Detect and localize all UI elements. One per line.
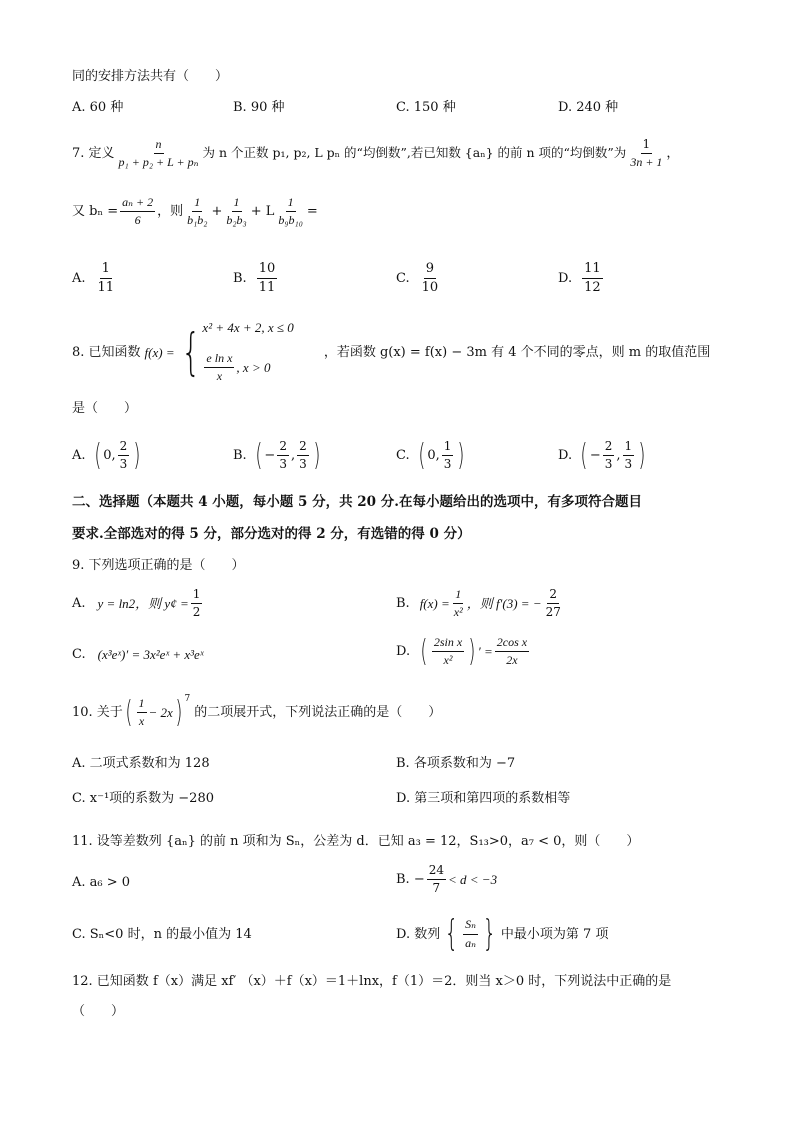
q7-def-denominator: p₁ + p₂ + L + pₙ (118, 155, 199, 170)
q8-case-2: $\frac{\text{e ln x}}{x}$ , x > 0 (206, 350, 271, 383)
q9-option-a: A. y = ln2，则 y¢ = $\frac{1}{2}$ (72, 587, 201, 620)
q6-option-d: D. 240 种 (558, 100, 619, 115)
q9-option-d: D. ( $\frac{\text{2sin x}}{\text{x²}}$ ) ′ = $\frac{\text{2cos x}}{2x}$ (396, 633, 528, 669)
q11-option-b: B. − $\frac{24}{7}$ < d < −3 (396, 863, 498, 896)
q7-option-b: B. $\frac{10}{11}$ (233, 261, 276, 296)
q8-fx: f(x) = (144, 344, 175, 360)
q12-stem-line2: （ ） (72, 1004, 125, 1019)
q7-bn-label: 又 bₙ = (72, 204, 119, 220)
q7-bn-denominator: 6 (134, 213, 141, 228)
q7-mean-denominator: 3n + 1 (630, 155, 663, 170)
q6-stem-tail: 同的安排方法共有（ ） (72, 69, 229, 84)
q7-bn-numerator: aₙ + 2 (120, 196, 155, 212)
q7-comma: ， (666, 146, 680, 162)
q8-option-b: B. ( − $\frac{2}{3}$ , $\frac{2}{3}$ ) (233, 437, 321, 473)
q11-option-d: D. 数列 { $\frac{\text{Sₙ}}{\text{aₙ}}$ } 中最小项为第 7 项 (396, 913, 609, 954)
q7-sum-term-last: $\frac{1}{\text{b₉b₁₀}}$ (278, 195, 303, 228)
q9-option-b: B. f(x) = $\frac{1}{\text{x²}}$ ，则 f′(3) = − $\frac{2}{27}$ (396, 587, 561, 620)
q6-option-c: C. 150 种 (396, 100, 456, 115)
section2-heading-line2: 要求.全部选对的得 5 分，部分选对的得 2 分，有选错的得 0 分） (72, 526, 471, 542)
q8-stem-rest: ，若函数 g(x) = f(x) − 3m 有 4 个不同的零点，则 m 的取值范围 (323, 344, 711, 360)
q7-mean-numerator: 1 (641, 138, 653, 154)
q10-option-a: A. 二项式系数和为 128 (72, 756, 210, 771)
q8-option-a: A. ( 0, $\frac{2}{3}$ ) (72, 437, 141, 473)
q7-option-a: A. $\frac{1}{11}$ (72, 261, 115, 296)
q11-stem: 11. 设等差数列 {aₙ} 的前 n 项和为 Sₙ，公差为 d．已知 a₃ = 12，S₁₃>0，a₇ < 0，则（ ） (72, 834, 640, 849)
q8-case-1: x² + 4x + 2, x ≤ 0 (202, 320, 294, 335)
q7-mean-fraction (628, 138, 664, 169)
q8-number: 8. 已知函数 (72, 344, 141, 360)
q8-option-c: C. ( 0, $\frac{1}{3}$ ) (396, 437, 465, 473)
q11-option-c: C. Sₙ<0 时，n 的最小值为 14 (72, 927, 252, 942)
q7-def-fraction (117, 138, 201, 169)
q7-sum-term-2: $\frac{1}{\text{b₂b₃}}$ (226, 195, 247, 228)
q9-option-c: C. (x³eˣ)′ = 3x²eˣ + x³eˣ (72, 647, 204, 662)
q7-def-numerator: n (154, 138, 164, 154)
q7-number: 7. 定义 (72, 146, 115, 162)
q8-stem-line2: 是（ ） (72, 401, 138, 416)
q7-option-d: D. $\frac{11}{12}$ (558, 261, 601, 296)
q7-line2: 又 bₙ = $\frac{\text{aₙ + 2}}{6}$ ，则 $\frac{1}{\text{b₁b₂}}$ + $\frac{1}{\text{b₂b₃}}$ + L $\frac{1}{\text{b₉b₁₀}}$ = (72, 195, 318, 228)
q7-sum-term-1: $\frac{1}{\text{b₁b₂}}$ (187, 195, 208, 228)
q10-option-b: B. 各项系数和为 −7 (396, 756, 516, 771)
q8-left-brace: { (180, 323, 201, 381)
q10-stem: 10. 关于 ( $\frac{1}{x}$ − 2x ) 7 的二项展开式，下列说法正确的是（ ） (72, 694, 442, 730)
q10-option-c: C. x⁻¹项的系数为 −280 (72, 791, 214, 806)
q7-option-c: C. $\frac{9}{10}$ (396, 261, 439, 296)
q10-option-d: D. 第三项和第四项的系数相等 (396, 791, 571, 806)
q9-stem: 9. 下列选项正确的是（ ） (72, 558, 245, 573)
q8-cases (202, 321, 293, 383)
q6-option-b: B. 90 种 (233, 100, 285, 115)
q7-bn-fraction (120, 196, 155, 227)
q8-option-d: D. ( − $\frac{2}{3}$ , $\frac{1}{3}$ ) (558, 437, 646, 473)
q12-stem-line1: 12. 已知函数 f（x）满足 xf′ （x）＋f（x）＝1＋lnx，f（1）＝2．则当 x＞0 时，下列说法中正确的是 (72, 974, 672, 989)
q8-stem (72, 318, 710, 386)
q6-option-a: A. 60 种 (72, 100, 124, 115)
q7-stem-middle: 为 n 个正数 p₁, p₂, L pₙ 的“均倒数”,若已知数 {aₙ} 的前 n 项的“均倒数”为 (202, 145, 627, 161)
q11-option-a: A. a₆ > 0 (72, 875, 131, 890)
q7-then: ，则 (157, 204, 184, 220)
section2-heading-line1: 二、选择题（本题共 4 小题，每小题 5 分，共 20 分.在每小题给出的选项中，有多项符合题目 (72, 494, 642, 510)
q7-stem (72, 138, 679, 169)
